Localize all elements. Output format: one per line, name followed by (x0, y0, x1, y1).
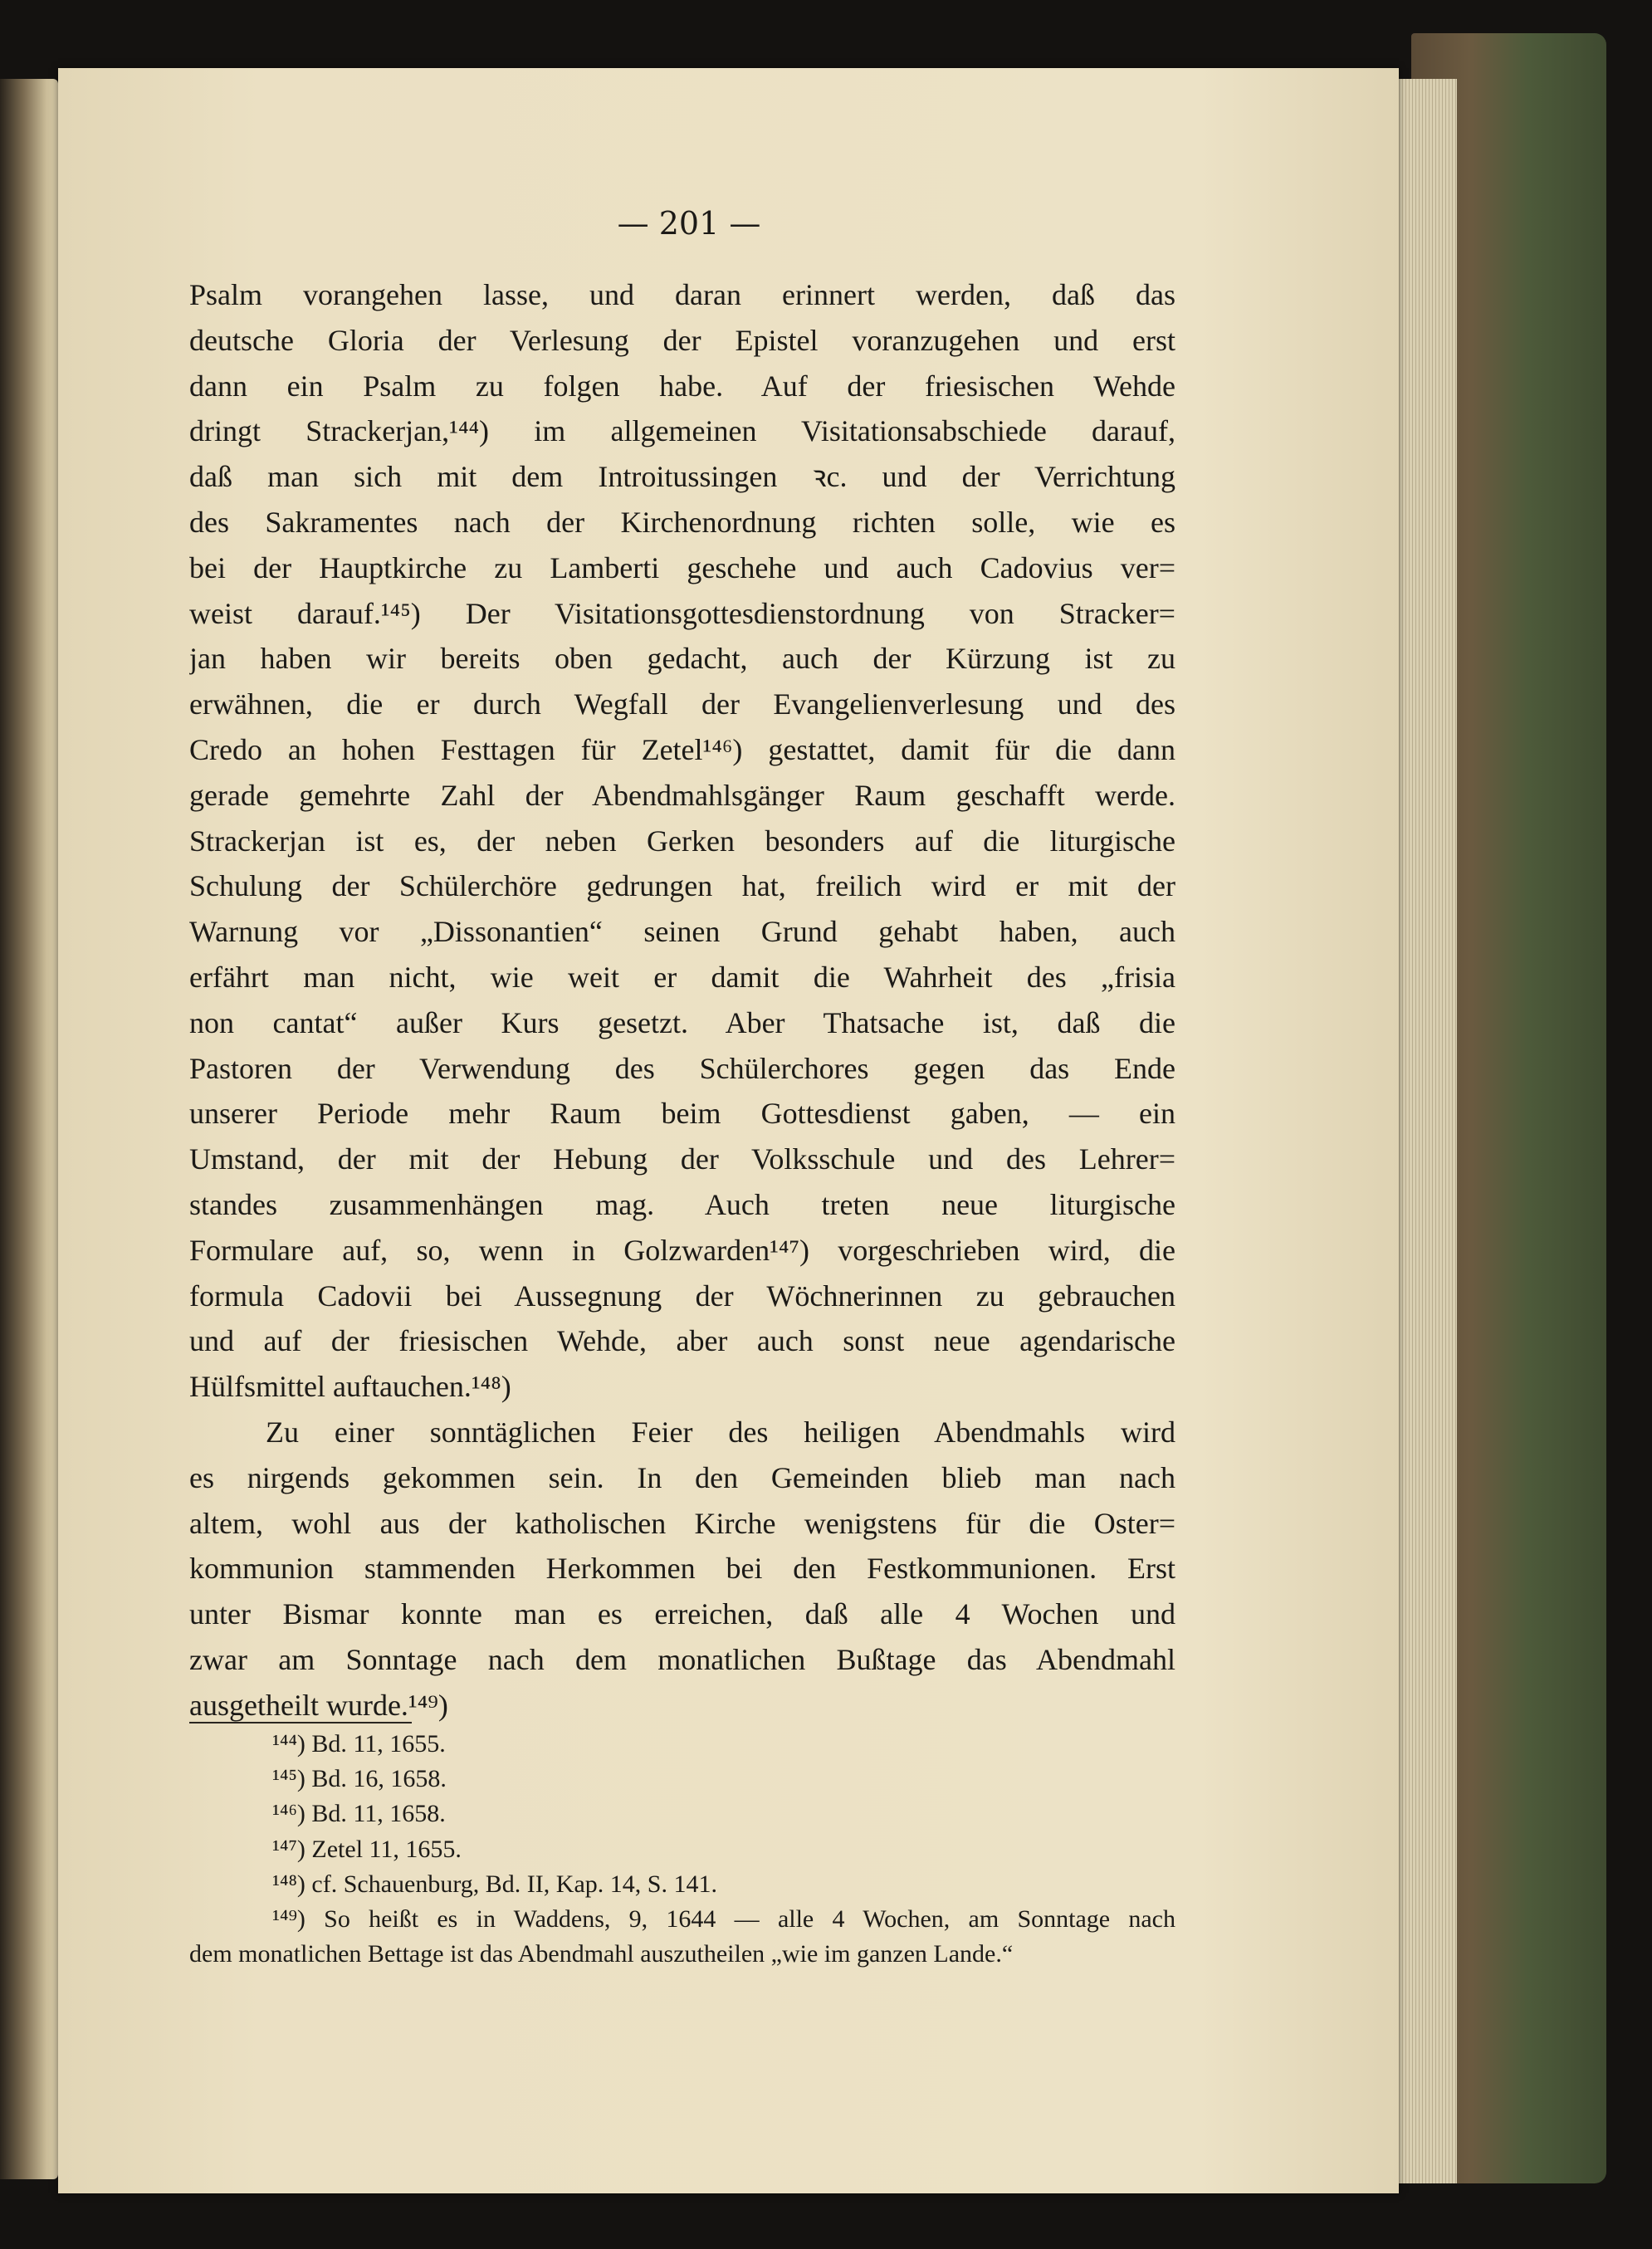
footnote: ¹⁴⁶) Bd. 11, 1658. (272, 1800, 446, 1828)
text-line: ausgetheilt wurde.¹⁴⁹) (189, 1688, 448, 1722)
text-line: und auf der friesischen Wehde, aber auch sonst neue agendarische (189, 1324, 1175, 1358)
text-line: standes zusammenhängen mag. Auch treten neue liturgische (189, 1187, 1175, 1221)
text-line: dringt Strackerjan,¹⁴⁴) im allgemeinen Visitationsabschiede darauf, (189, 414, 1175, 448)
footnote: ¹⁴⁵) Bd. 16, 1658. (272, 1765, 447, 1793)
text-line: Schulung der Schülerchöre gedrungen hat, freilich wird er mit der (189, 869, 1175, 903)
text-line: es nirgends gekommen sein. In den Gemeinden blieb man nach (189, 1460, 1175, 1494)
text-line: erfährt man nicht, wie weit er damit die Wahrheit des „frisia (189, 960, 1175, 994)
facing-page-edge (0, 79, 58, 2179)
text-line: zwar am Sonntage nach dem monatlichen Bußtage das Abendmahl (189, 1642, 1175, 1676)
text-line: erwähnen, die er durch Wegfall der Evangelienverlesung und des (189, 687, 1175, 721)
footnote: ¹⁴⁸) cf. Schauenburg, Bd. II, Kap. 14, S. 141. (272, 1870, 717, 1898)
footnote-divider (189, 1722, 412, 1723)
text-line: Formulare auf, so, wenn in Golzwarden¹⁴⁷) vorgeschrieben wird, die (189, 1233, 1175, 1267)
text-line: dann ein Psalm zu folgen habe. Auf der friesischen Wehde (189, 369, 1175, 403)
text-line: Psalm vorangehen lasse, und daran erinnert werden, daß das (189, 278, 1175, 311)
text-line: daß man sich mit dem Introitussingen ꝛc. und der Verrichtung (189, 460, 1175, 494)
page-number: — 201 — (617, 205, 761, 242)
text-line: Hülfsmittel auftauchen.¹⁴⁸) (189, 1370, 511, 1404)
footnote: ¹⁴⁷) Zetel 11, 1655. (272, 1835, 462, 1863)
text-line: unter Bismar konnte man es erreichen, daß alle 4 Wochen und (189, 1597, 1175, 1631)
footnote: ¹⁴⁴) Bd. 11, 1655. (272, 1730, 446, 1758)
text-line: formula Cadovii bei Aussegnung der Wöchnerinnen zu gebrauchen (189, 1279, 1175, 1313)
text-line: jan haben wir bereits oben gedacht, auch der Kürzung ist zu (189, 642, 1175, 676)
text-line: Umstand, der mit der Hebung der Volksschule und des Lehrer= (189, 1142, 1175, 1176)
body-text (189, 272, 1175, 1728)
text-line: Credo an hohen Festtagen für Zetel¹⁴⁶) gestattet, damit für die dann (189, 732, 1175, 766)
text-line: Warnung vor „Dissonantien“ seinen Grund gehabt haben, auch (189, 915, 1175, 949)
text-line: Zu einer sonntäglichen Feier des heiligen Abendmahls wird (266, 1415, 1175, 1449)
text-line: bei der Hauptkirche zu Lamberti geschehe und auch Cadovius ver= (189, 550, 1175, 584)
text-line: unserer Periode mehr Raum beim Gottesdienst gaben, — ein (189, 1097, 1175, 1131)
text-line: Pastoren der Verwendung des Schülerchores gegen das Ende (189, 1051, 1175, 1085)
footnote-continuation: dem monatlichen Bettage ist das Abendmahl auszutheilen „wie im ganzen Lande.“ (189, 1940, 1014, 1968)
text-line: altem, wohl aus der katholischen Kirche wenigstens für die Oster= (189, 1506, 1175, 1540)
text-line: weist darauf.¹⁴⁵) Der Visitationsgottesdienstordnung von Stracker= (189, 596, 1175, 630)
text-line: des Sakramentes nach der Kirchenordnung richten solle, wie es (189, 505, 1175, 539)
text-line: non cantat“ außer Kurs gesetzt. Aber Thatsache ist, daß die (189, 1005, 1175, 1039)
text-line: deutsche Gloria der Verlesung der Epistel voranzugehen und erst (189, 323, 1175, 357)
text-line: kommunion stammenden Herkommen bei den Festkommunionen. Erst (189, 1552, 1175, 1586)
footnote: ¹⁴⁹) So heißt es in Waddens, 9, 1644 — alle 4 Wochen, am Sonntage nach (272, 1904, 1175, 1933)
text-line: gerade gemehrte Zahl der Abendmahlsgänger Raum geschafft werde. (189, 778, 1175, 812)
footnotes (189, 1727, 1175, 1972)
text-line: Strackerjan ist es, der neben Gerken besonders auf die liturgische (189, 824, 1175, 858)
